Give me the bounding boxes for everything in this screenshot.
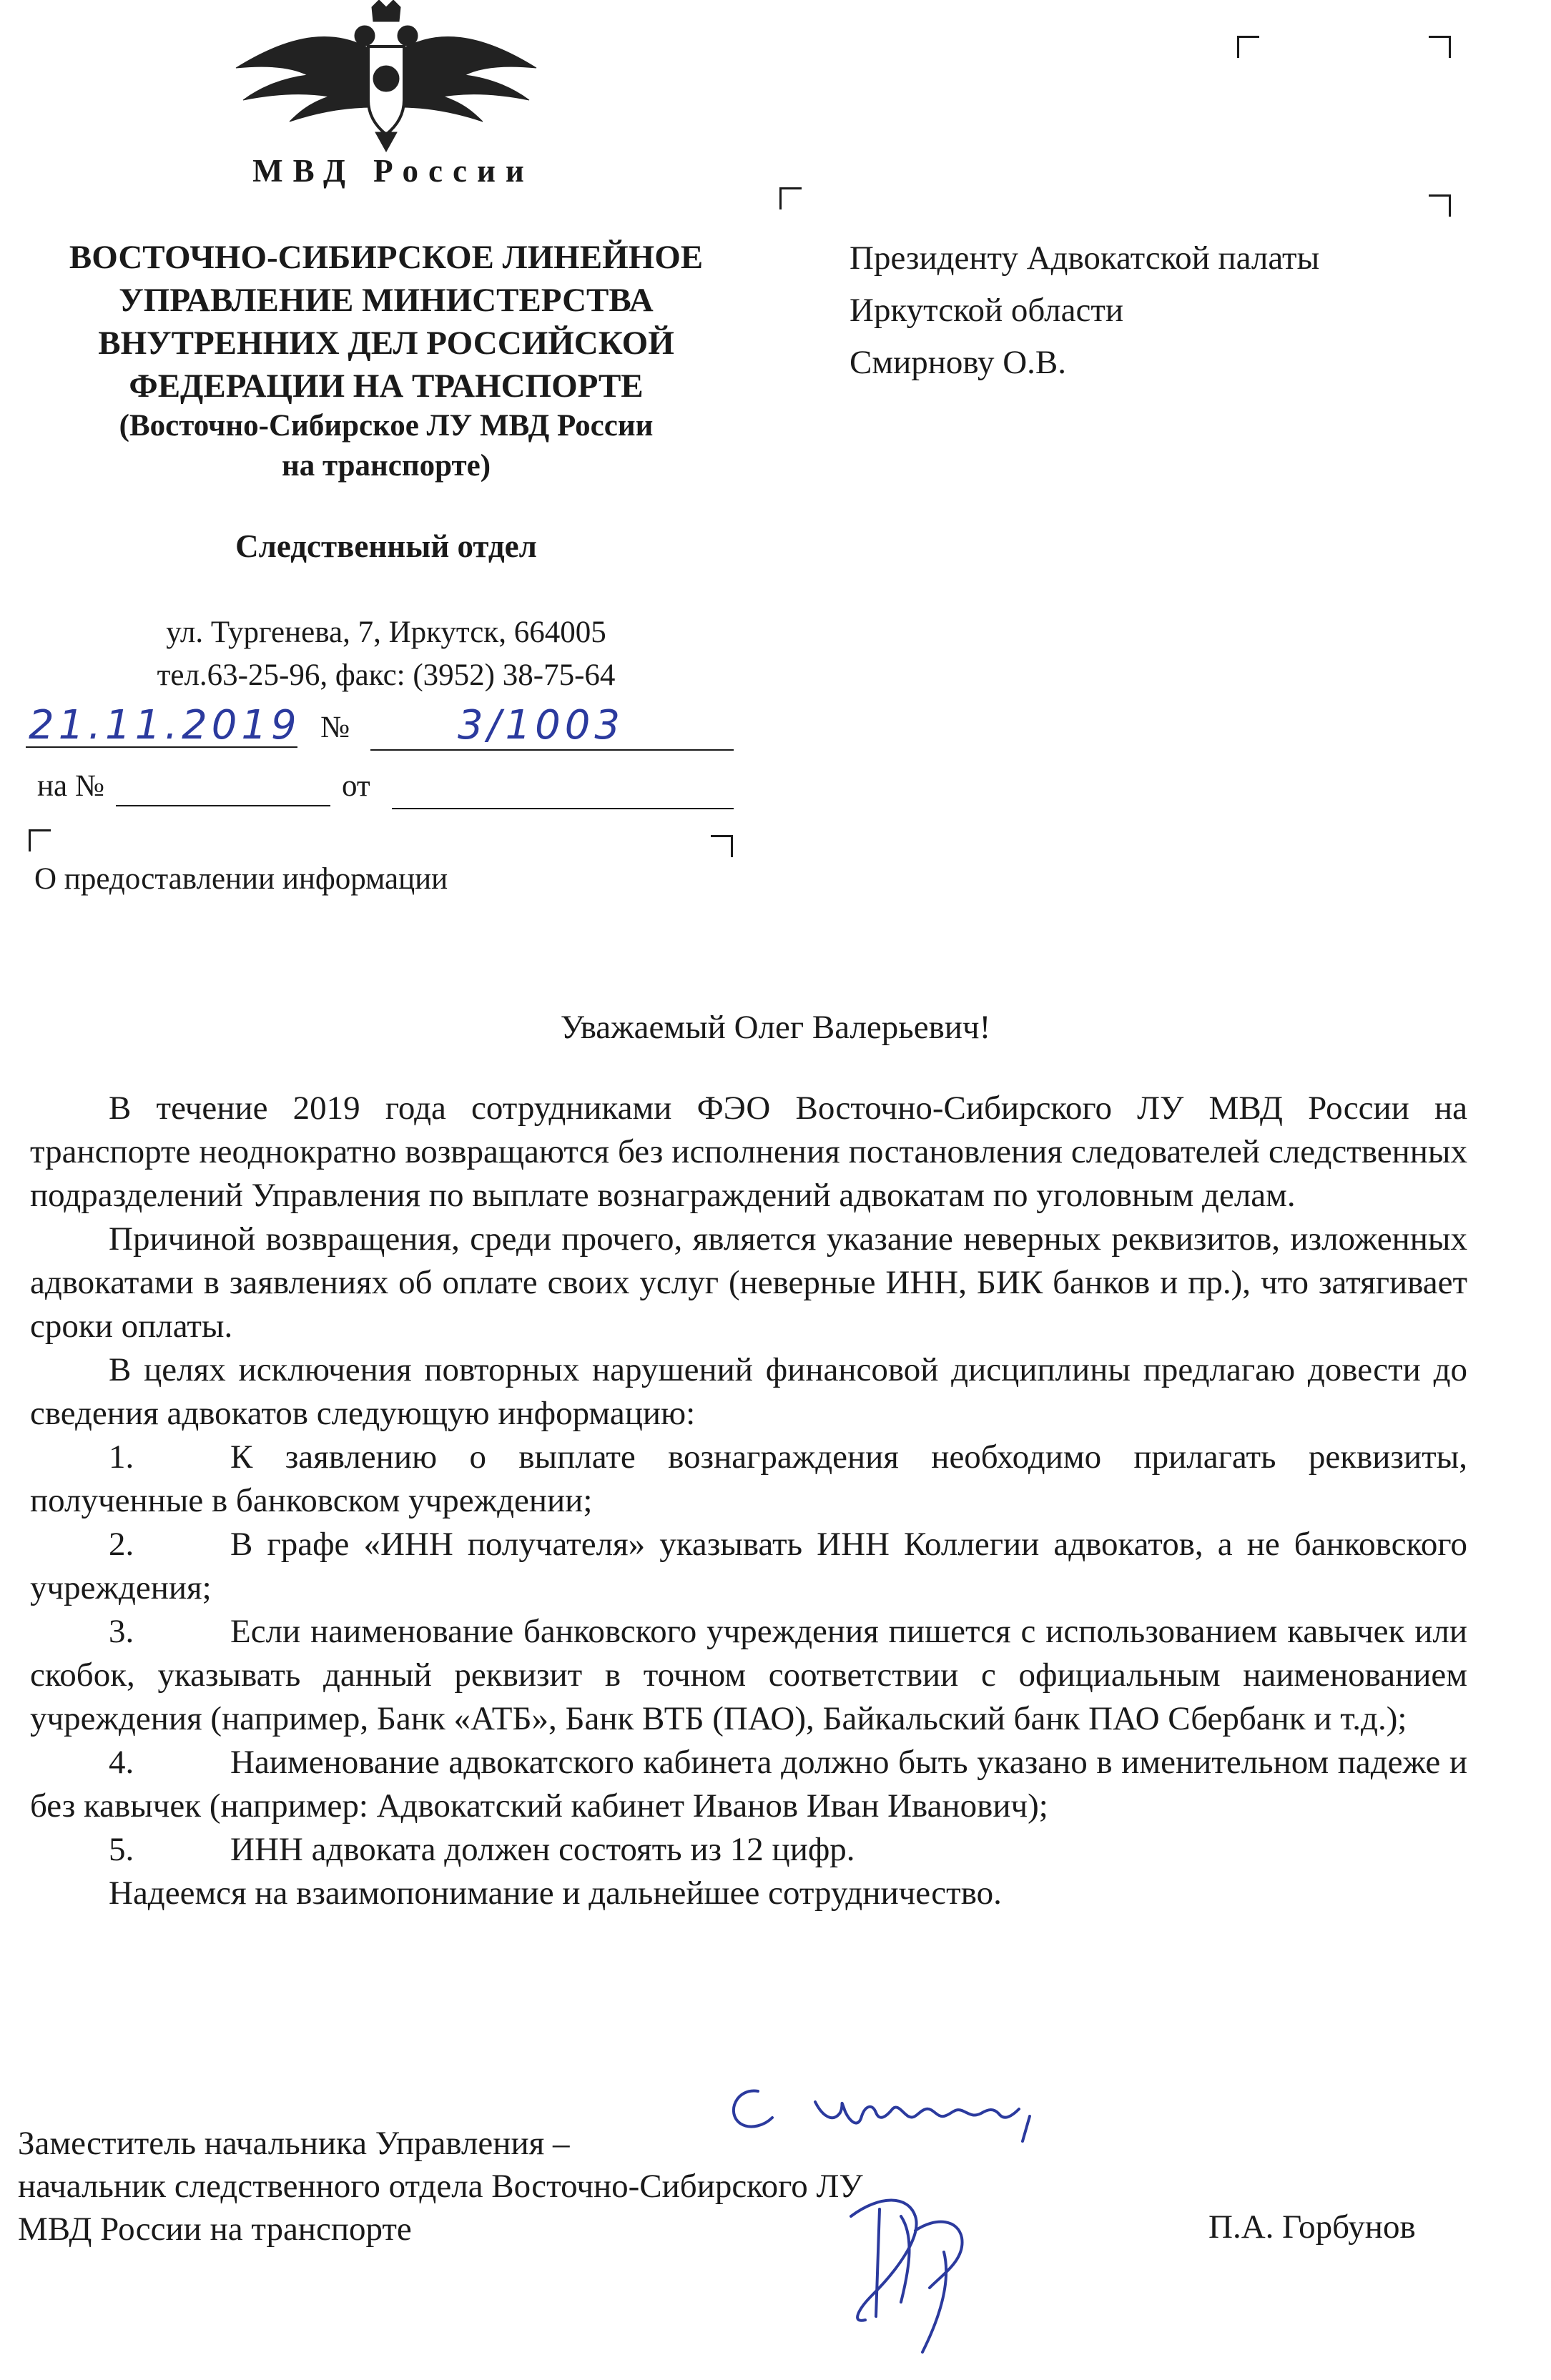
org-name-line: УПРАВЛЕНИЕ МИНИСТЕРСТВА [119,282,654,319]
list-item [30,1523,1467,1610]
list-item-number: 3. [109,1613,134,1650]
addressee-block [850,232,1493,389]
registration-number: 3/1003 [458,702,625,749]
list-item-number: 4. [109,1744,134,1781]
salutation: Уважаемый Олег Валерьевич! [560,1009,991,1046]
list-item-text: ИНН адвоката должен состоять из 12 цифр. [230,1831,855,1868]
letter-body [30,1087,1467,1915]
number-label: № [320,711,350,744]
double-headed-eagle-emblem-icon [229,0,543,154]
address-block [29,611,744,697]
letter-subject: О предоставлении информации [34,862,448,896]
in-reply-underline [116,805,330,806]
organization-name [29,236,744,408]
list-item-number: 2. [109,1526,134,1563]
org-name-line: ВНУТРЕННИХ ДЕЛ РОССИЙСКОЙ [98,325,674,362]
corner-mark [29,829,51,851]
corner-mark [1429,36,1451,58]
address-line: ул. Тургенева, 7, Иркутск, 664005 [166,616,606,649]
signatory-line: МВД России на транспорте [18,2211,412,2248]
list-item-number: 5. [109,1831,134,1868]
org-name-line: ФЕДЕРАЦИИ НА ТРАНСПОРТЕ [129,367,644,405]
in-reply-label: на № [37,769,104,803]
signatory-name: П.А. Горбунов [1208,2208,1416,2246]
number-underline [370,749,734,751]
corner-mark [779,187,802,209]
body-paragraph: В целях исключения повторных нарушений финансовой дисциплины предлагаю довести до сведения адвокатов следующую информацию: [30,1351,1467,1432]
signatory-line: Заместитель начальника Управления – [18,2125,570,2162]
list-item-text: Если наименование банковского учреждения пишется с использованием кавычек или скобок, указывать данный реквизит в точном соответствии с официальным наименованием учреждения (например, Банк «АТБ», Банк ВТБ (ПАО), Байкальский банк ПАО Сбербанк и т.д.); [30,1613,1467,1737]
ministry-short-name: МВД России [252,153,534,189]
corner-mark [1237,36,1259,58]
list-item-text: К заявлению о выплате вознаграждения необходимо прилагать реквизиты, полученные в банковском учреждении; [30,1438,1467,1519]
department-name: Следственный отдел [235,528,537,564]
body-paragraph: В течение 2019 года сотрудниками ФЭО Восточно-Сибирского ЛУ МВД России на транспорте неоднократно возвращаются без исполнения постановления следователей следственных подразделений Управления по выплате вознаграждений адвокатам по уголовным делам. [30,1090,1467,1214]
corner-mark [711,835,733,857]
from-underline [392,808,734,809]
list-item [30,1741,1467,1828]
org-name-line: ВОСТОЧНО-СИБИРСКОЕ ЛИНЕЙНОЕ [69,239,704,276]
from-label: от [342,769,370,803]
organization-short-name [29,406,744,486]
addressee-line: Смирнову О.В. [850,344,1067,381]
list-item-text: В графе «ИНН получателя» указывать ИНН Коллегии адвокатов, а не банковского учреждения; [30,1526,1467,1606]
org-short-line: на транспорте) [281,449,491,483]
handwritten-signature [808,2152,1008,2366]
date-underline [26,746,297,748]
list-item [30,1610,1467,1741]
registration-date: 21.11.2019 [29,702,301,749]
addressee-line: Президенту Адвокатской палаты [850,240,1320,277]
closing-sentence: Надеемся на взаимопонимание и дальнейшее сотрудничество. [109,1875,1002,1912]
body-paragraph: Причиной возвращения, среди прочего, является указание неверных реквизитов, изложенных адвокатами в заявлениях об оплате своих услуг (неверные ИНН, БИК банков и пр.), что затягивает сроки оплаты. [30,1220,1467,1345]
address-line: тел.63-25-96, факс: (3952) 38-75-64 [157,658,616,692]
addressee-line: Иркутской области [850,292,1124,329]
list-item [30,1436,1467,1523]
org-short-line: (Восточно-Сибирское ЛУ МВД России [119,409,654,443]
corner-mark [1429,194,1451,217]
list-item [30,1828,1467,1872]
signatory-line: начальник следственного отдела Восточно-Сибирского ЛУ [18,2168,863,2205]
list-item-number: 1. [109,1438,134,1476]
list-item-text: Наименование адвокатского кабинета должно быть указано в именительном падеже и без кавычек (например: Адвокатский кабинет Иванов Иван Иванович); [30,1744,1467,1824]
